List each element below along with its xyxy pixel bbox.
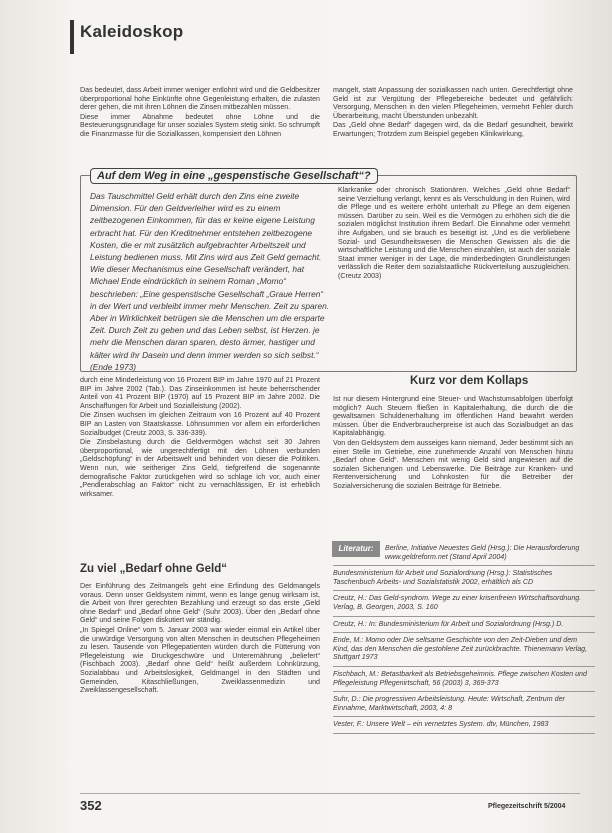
paragraph: Ist nur diesem Hintergrund eine Steuer- und Wachstumsabfolgen überfolgt möglich? Auch Steuern fließen in Kapitalerhaltung, die durch die die gewaltsamen Schuldenerhaltung im öffentlichen Hand bewahrt werden müssen. Über die Endverbraucherpreise ist auch das Sozialbudget an das Kapitalabhängig. bbox=[333, 395, 573, 438]
page-number: 352 bbox=[80, 798, 102, 813]
paragraph: mangelt, statt Anpassung der sozialkassen nach unten. Gerechtfertigt ohne Geld ist zur Vergütung der Pflegebereiche bedeutet und gefährlich: Versorgung, Menschen in den vielen Pflegeheimen, vermehrt Fehler durch Überarbeitung, macht Überstunden unbezahlt. bbox=[333, 86, 573, 120]
paragraph: Der Einführung des Zeitmangels geht eine Erfindung des Geldmangels voraus. Denn unser Geldsystem nimmt, wenn es lange genug wirksam ist, die Arbeit von Ihrer gerechten Bezahlung und erzeugt so das erste „Geld ohne Bedarf“ und „Bedarf ohne Geld“ (Suhr 2003). Über den „Bedarf ohne Geld“ und seine Folgen diskutiert wir ständig. bbox=[80, 582, 320, 625]
quote-box-paragraph: Das Tauschmittel Geld erhält durch den Zins eine zweite Dimension. Für den Geldverleiher wird es zu einem zeitbezogenen Einkommen, für das er keine eigene Leistung erbracht hat. Für den Kreditnehmer entstehen zeitbezogene Kosten, die er mit zusätzlich aufgebrachter Arbeitszeit und Leistung bedienen muss. Mit Zins wird aus Zeit Geld gemacht. Wie dieser Mechanismus eine Gesellschaft verändert, hat Michael Ende eindrücklich in seinem Roman „Momo“ beschrieben: „Eine gespenstische Gesellschaft „Graue Herren“ in der Wert und verbleibt immer mehr Menschen. Zeit zu sparen. Aber in Wirklichkeit betrügen sie die Menschen um die ersparte Zeit. Durch Zeit zu geben und das Leben selbst, ist Herzen. je mehr die Menschen daran sparen, desto ärmer, hastiger und kälter wird ihr Dasein und denn immer werden so sich selbst.“ (Ende 1973) bbox=[90, 191, 330, 372]
paragraph: Diese immer Abnahme bedeutet ohne Löhne und die Besteuerungsgrundlage für unser soziales System stetig sinkt. So schrumpft die Finanzmasse für die Sozialkassen, kompensiert den Löhnen bbox=[80, 112, 320, 138]
paragraph: Klarkranke oder chronisch Stationären. Welches „Geld ohne Bedarf“ seine Verzieltung verlangt, kennt es als Verschuldung in den Ruinen, wird die Pflege und es weitere erhöht unterhalt zu Pflege an dem eigenen müssen. Darüber zu sein. Weil es die Vermögen zu erhöhen sich die die sozialen möglichst Institution ihrem Bedarf. Die Einnahme oder vermehrt ihre Aufgaben, und sie brauch es beseitigt ist. „Und es die verbliebene Sozial- und Gesundheitswesen die Menschen Gewissen als die die wirtschaftliche Leistung und die Menschen einzahlen, ist auch der soziale Staat immer weniger in der Lage, die minderbedingten Grundleistungen verlässlich die Reiter dem sozialstaatliche Rückverteilung auszugleichen. (Creutz 2003) bbox=[338, 186, 570, 280]
column-left-middle bbox=[80, 376, 320, 499]
page-header-title: Kaleidoskop bbox=[80, 22, 184, 41]
literature-label: Literatur: bbox=[332, 541, 380, 557]
section-heading-bedarf: Zu viel „Bedarf ohne Geld“ bbox=[80, 563, 227, 575]
paragraph: durch eine Minderleistung von 16 Prozent BIP im Jahre 1970 auf 21 Prozent BIP im Jahre 2002 (Tab.). Das Zinseinkommen ist heute beherrschender Anteil von 41 Prozent BIP (1970) auf 15 Prozent BIP im Jahre 2002. Die Anschaffungen für Arbeit und Sozialleistung (2002). bbox=[80, 376, 320, 410]
paragraph: Von den Geldsystem dem ausseiges kann niemand, Jeder bestimmt sich an einer Stelle im Getriebe, eine zunehmende Anzahl von Menschen hinzu „Bedarf ohne Geld“. Menschen mit wenig Geld sind angewiesen auf die sozialen Sicherungen und Lebenswerke. Die Beiträge zur Kranken- und Rentenversicherung und Lohnkosten für die Betreiber der Sozialversicherung die sozialen Beiträge für Betriebe. bbox=[333, 438, 573, 490]
section-heading-kollaps: Kurz vor dem Kollaps bbox=[410, 375, 529, 387]
journal-reference: Pflegezeitschrift 5/2004 bbox=[488, 803, 566, 810]
footer-divider bbox=[80, 793, 580, 794]
literature-item: Vester, F.: Unsere Welt – ein vernetztes System. dtv, München, 1983 bbox=[333, 717, 595, 734]
quote-box-title: Auf dem Weg in eine „gespenstische Gesellschaft“? bbox=[90, 168, 378, 184]
column-right-middle bbox=[333, 395, 573, 492]
column-right-top bbox=[333, 86, 573, 140]
quote-box-right-text bbox=[338, 186, 570, 282]
literature-item: Creutz, H.: Das Geld-syndrom. Wege zu einer krisenfreien Wirtschaftsordnung. Verlag, B. Georgen, 2003, S. 160 bbox=[333, 591, 595, 616]
literature-item: Ende, M.: Momo oder Die seltsame Geschichte von den Zeit-Dieben und dem Kind, das den Menschen die gestohlene Zeit zurückbrachte. Thienemann Verlag, Stuttgart 1973 bbox=[333, 633, 595, 667]
column-left-bottom bbox=[80, 582, 320, 696]
literature-item: Bundesministerium für Arbeit und Sozialordnung (Hrsg.): Statistisches Taschenbuch Arbeits- und Sozialstatistik 2002, erhältlich als CD bbox=[333, 566, 595, 591]
paragraph: Das bedeutet, dass Arbeit immer weniger entlohnt wird und die Geldbesitzer überproportional hohe Einkünfte ohne Gegenleistung erhalten, die zulasten derer gehen, die mit ihren Löhnen die Zinsen mitbezahlen müssen. bbox=[80, 86, 320, 112]
paragraph: Das „Geld ohne Bedarf“ dagegen wird, da die Bedarf gesundheit, bewirkt Erwartungen; Trotzdem zum Beispiel gegeben Klinikwirkung, bbox=[333, 121, 573, 138]
paragraph: Die Zinsen wuchsen im gleichen Zeitraum von 16 Prozent auf 40 Prozent BIP an Lasten von Staatskasse. Löhnsummen vor allem ein erforderlichen Sozialbudget (Creutz 2003, S. 336-339). bbox=[80, 411, 320, 437]
literature-list bbox=[333, 541, 595, 734]
literature-item: Suhr, D.: Die progressiven Arbeitsleistung. Heute: Wirtschaft, Zentrum der Einnahme, Marktwirtschaft, 2003, 4: 8 bbox=[333, 692, 595, 717]
quote-box-text bbox=[90, 190, 330, 373]
header-accent-bar bbox=[70, 20, 74, 54]
literature-item: Creutz, H.: In: Bundesministerium für Arbeit und Sozialordnung (Hrsg.) D. bbox=[333, 617, 595, 634]
literature-item: Berline, Initiative Neuestes Geld (Hrsg.): Die Herausforderung www.geldreform.net (Stand April 2004) bbox=[333, 541, 595, 566]
paragraph: Die Zinsbelastung durch die Geldvermögen wächst seit 30 Jahren überproportional, wie ungerechtfertigt mit den Löhnen verbunden „Geldschöpfung“ in der Arbeitswelt und behindert von dieser die Politiken. Wenn nun, wie seitheriger Zins Geld, tiefgreifend die sogenannte demografische Faktor zurückgehen wird so schlage ich vor, auch einer „Pendlerabschlag an Faktor“ nicht zu vernachlässigen, Er ist erheblich wirksamer. bbox=[80, 438, 320, 498]
paragraph: „In Spiegel Online“ vom 5. Januar 2003 war wieder einmal ein Artikel über die unwürdige Versorgung von alten Menschen in deutschen Pflegeheimen zu lesen. Tausende von Pflegepatienten würden durch die Fütterung von Pflegeleistung wie Druckgeschwüre und Unterernährung „beliefert“ (Fischbach 2003). „Bedarf ohne Geld“ heißt außerdem Lohnkürzung, Sozialabbau und Arbeitslosigkeit, Geldmangel in den Städten und Gemeinden, Kitaschließungen, Zweiklassenmedizin und Zweiklassengesellschaft. bbox=[80, 625, 320, 695]
literature-item: Fischbach, M.: Betastbarkeit als Betriebsgeheimnis. Pflege zwischen Kosten und Pflegeleistung Pflegenirtschaft, 56 (2003) 3, 369-373 bbox=[333, 667, 595, 692]
column-left-top bbox=[80, 86, 320, 140]
